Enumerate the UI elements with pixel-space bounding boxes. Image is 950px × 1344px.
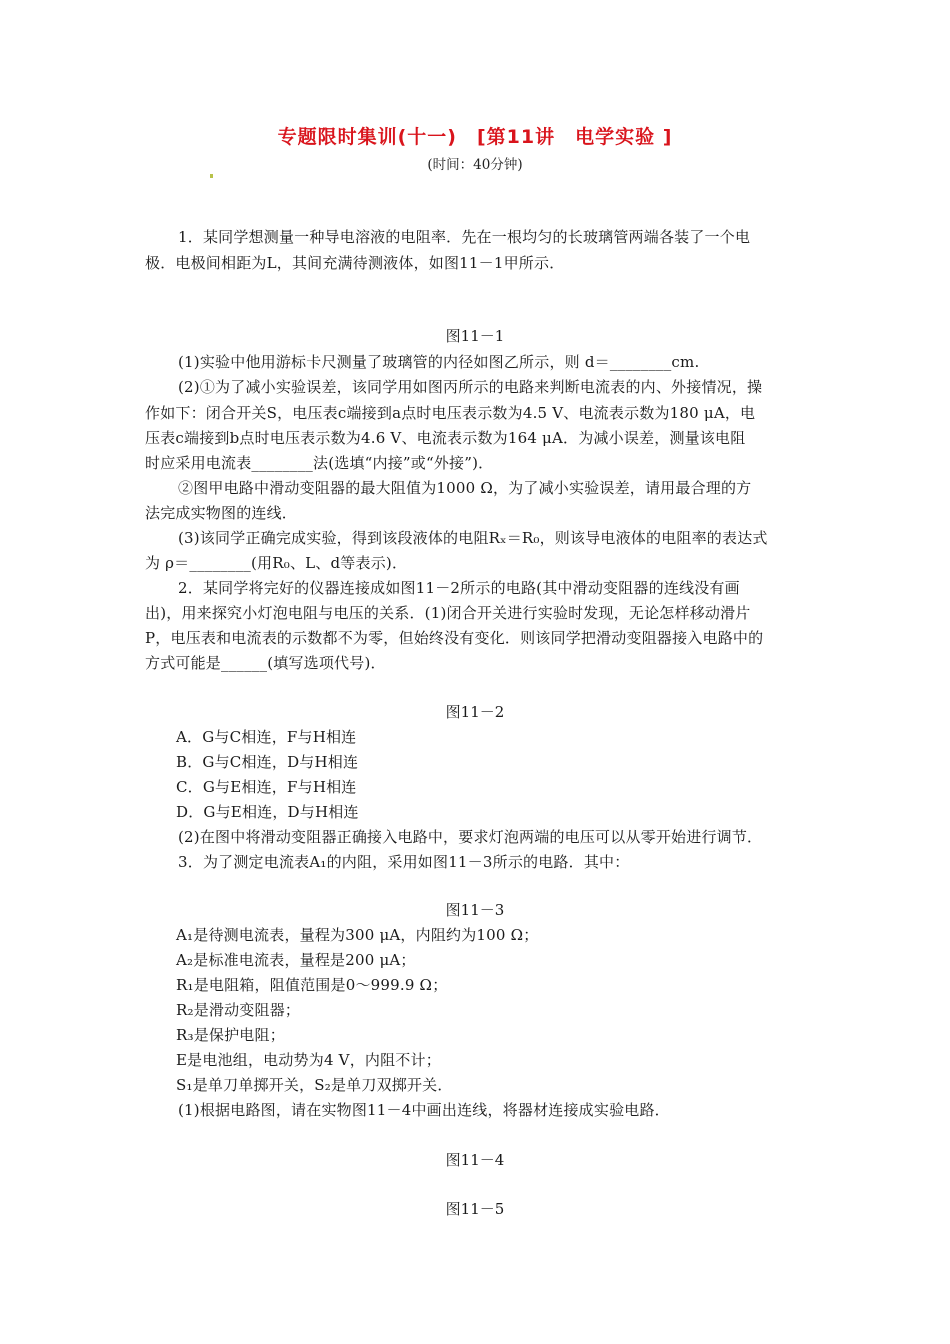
q1-line-1: 1．某同学想测量一种导电溶液的电阻率．先在一根均匀的长玻璃管两端各装了一个电 [178,228,751,246]
q1-part-2-line-b: 作如下：闭合开关S，电压表c端接到a点时电压表示数为4.5 V、电流表示数为180 μA，电 [145,404,756,422]
figure-caption-11-5: 图11－5 [445,1200,505,1218]
q3-item-r2: R₂是滑动变阻器； [176,1001,301,1019]
q2-line-4: 方式可能是______(填写选项代号)． [145,654,386,672]
figure-caption-11-4: 图11－4 [445,1151,505,1169]
figure-caption-11-1: 图11－1 [445,327,505,345]
q2-line-2: 出)，用来探究小灯泡电阻与电压的关系．(1)闭合开关进行实验时发现，无论怎样移动滑片 [145,604,751,622]
q2-line-3: P，电压表和电流表的示数都不为零，但始终没有变化．则该同学把滑动变阻器接入电路中的 [145,629,764,647]
q1-part-2-line-e: ②图甲电路中滑动变阻器的最大阻值为1000 Ω，为了减小实验误差，请用最合理的方 [178,479,752,497]
q3-item-a1: A₁是待测电流表，量程为300 μA，内阻约为100 Ω； [176,926,539,944]
q1-part-2-line-c: 压表c端接到b点时电压表示数为4.6 V、电流表示数为164 μA．为减小误差，测量该电阻 [145,429,746,447]
figure-caption-11-2: 图11－2 [445,703,505,721]
q3-line-1: 3．为了测定电流表A₁的内阻，采用如图11－3所示的电路．其中： [178,853,630,871]
q1-part-3-line-a: (3)该同学正确完成实验，得到该段液体的电阻Rₓ＝R₀，则该导电液体的电阻率的表达式 [178,529,768,547]
page-title: 专题限时集训(十一) [第11讲 电学实验 ] [277,126,673,148]
q3-item-r3: R₃是保护电阻； [176,1026,285,1044]
q3-item-r1: R₁是电阻箱，阻值范围是0～999.9 Ω； [176,976,448,994]
q3-item-e: E是电池组，电动势为4 V，内阻不计； [176,1051,441,1069]
q2-option-d: D．G与E相连，D与H相连 [176,803,359,821]
q2-option-b: B．G与C相连，D与H相连 [176,753,359,771]
q1-part-1: (1)实验中他用游标卡尺测量了玻璃管的内径如图乙所示，则 d＝________cm. [178,353,700,371]
q2-option-c: C．G与E相连，F与H相连 [176,778,357,796]
q3-item-switches: S₁是单刀单掷开关，S₂是单刀双掷开关． [176,1076,453,1094]
q1-part-2-line-d: 时应采用电流表________法(选填“内接”或“外接”)． [145,454,494,472]
q1-part-2-line-f: 法完成实物图的连线． [145,504,298,522]
q2-part-2: (2)在图中将滑动变阻器正确接入电路中，要求灯泡两端的电压可以从零开始进行调节． [178,828,763,846]
q1-part-3-line-b: 为 ρ＝________(用R₀、L、d等表示)． [145,554,408,572]
q1-line-2: 极．电极间相距为L，其间充满待测液体，如图11－1甲所示． [145,254,565,272]
figure-caption-11-3: 图11－3 [445,901,505,919]
q3-part-1: (1)根据电路图，请在实物图11－4中画出连线，将器材连接成实验电路． [178,1101,670,1119]
q1-part-2-line-a: (2)①为了减小实验误差，该同学用如图丙所示的电路来判断电流表的内、外接情况，操 [178,378,763,396]
q2-option-a: A．G与C相连，F与H相连 [176,728,357,746]
time-note: (时间：40分钟) [427,157,523,173]
stray-mark [210,174,213,178]
q3-item-a2: A₂是标准电流表，量程是200 μA； [176,951,416,969]
q2-line-1: 2．某同学将完好的仪器连接成如图11－2所示的电路(其中滑动变阻器的连线没有画 [178,579,740,597]
